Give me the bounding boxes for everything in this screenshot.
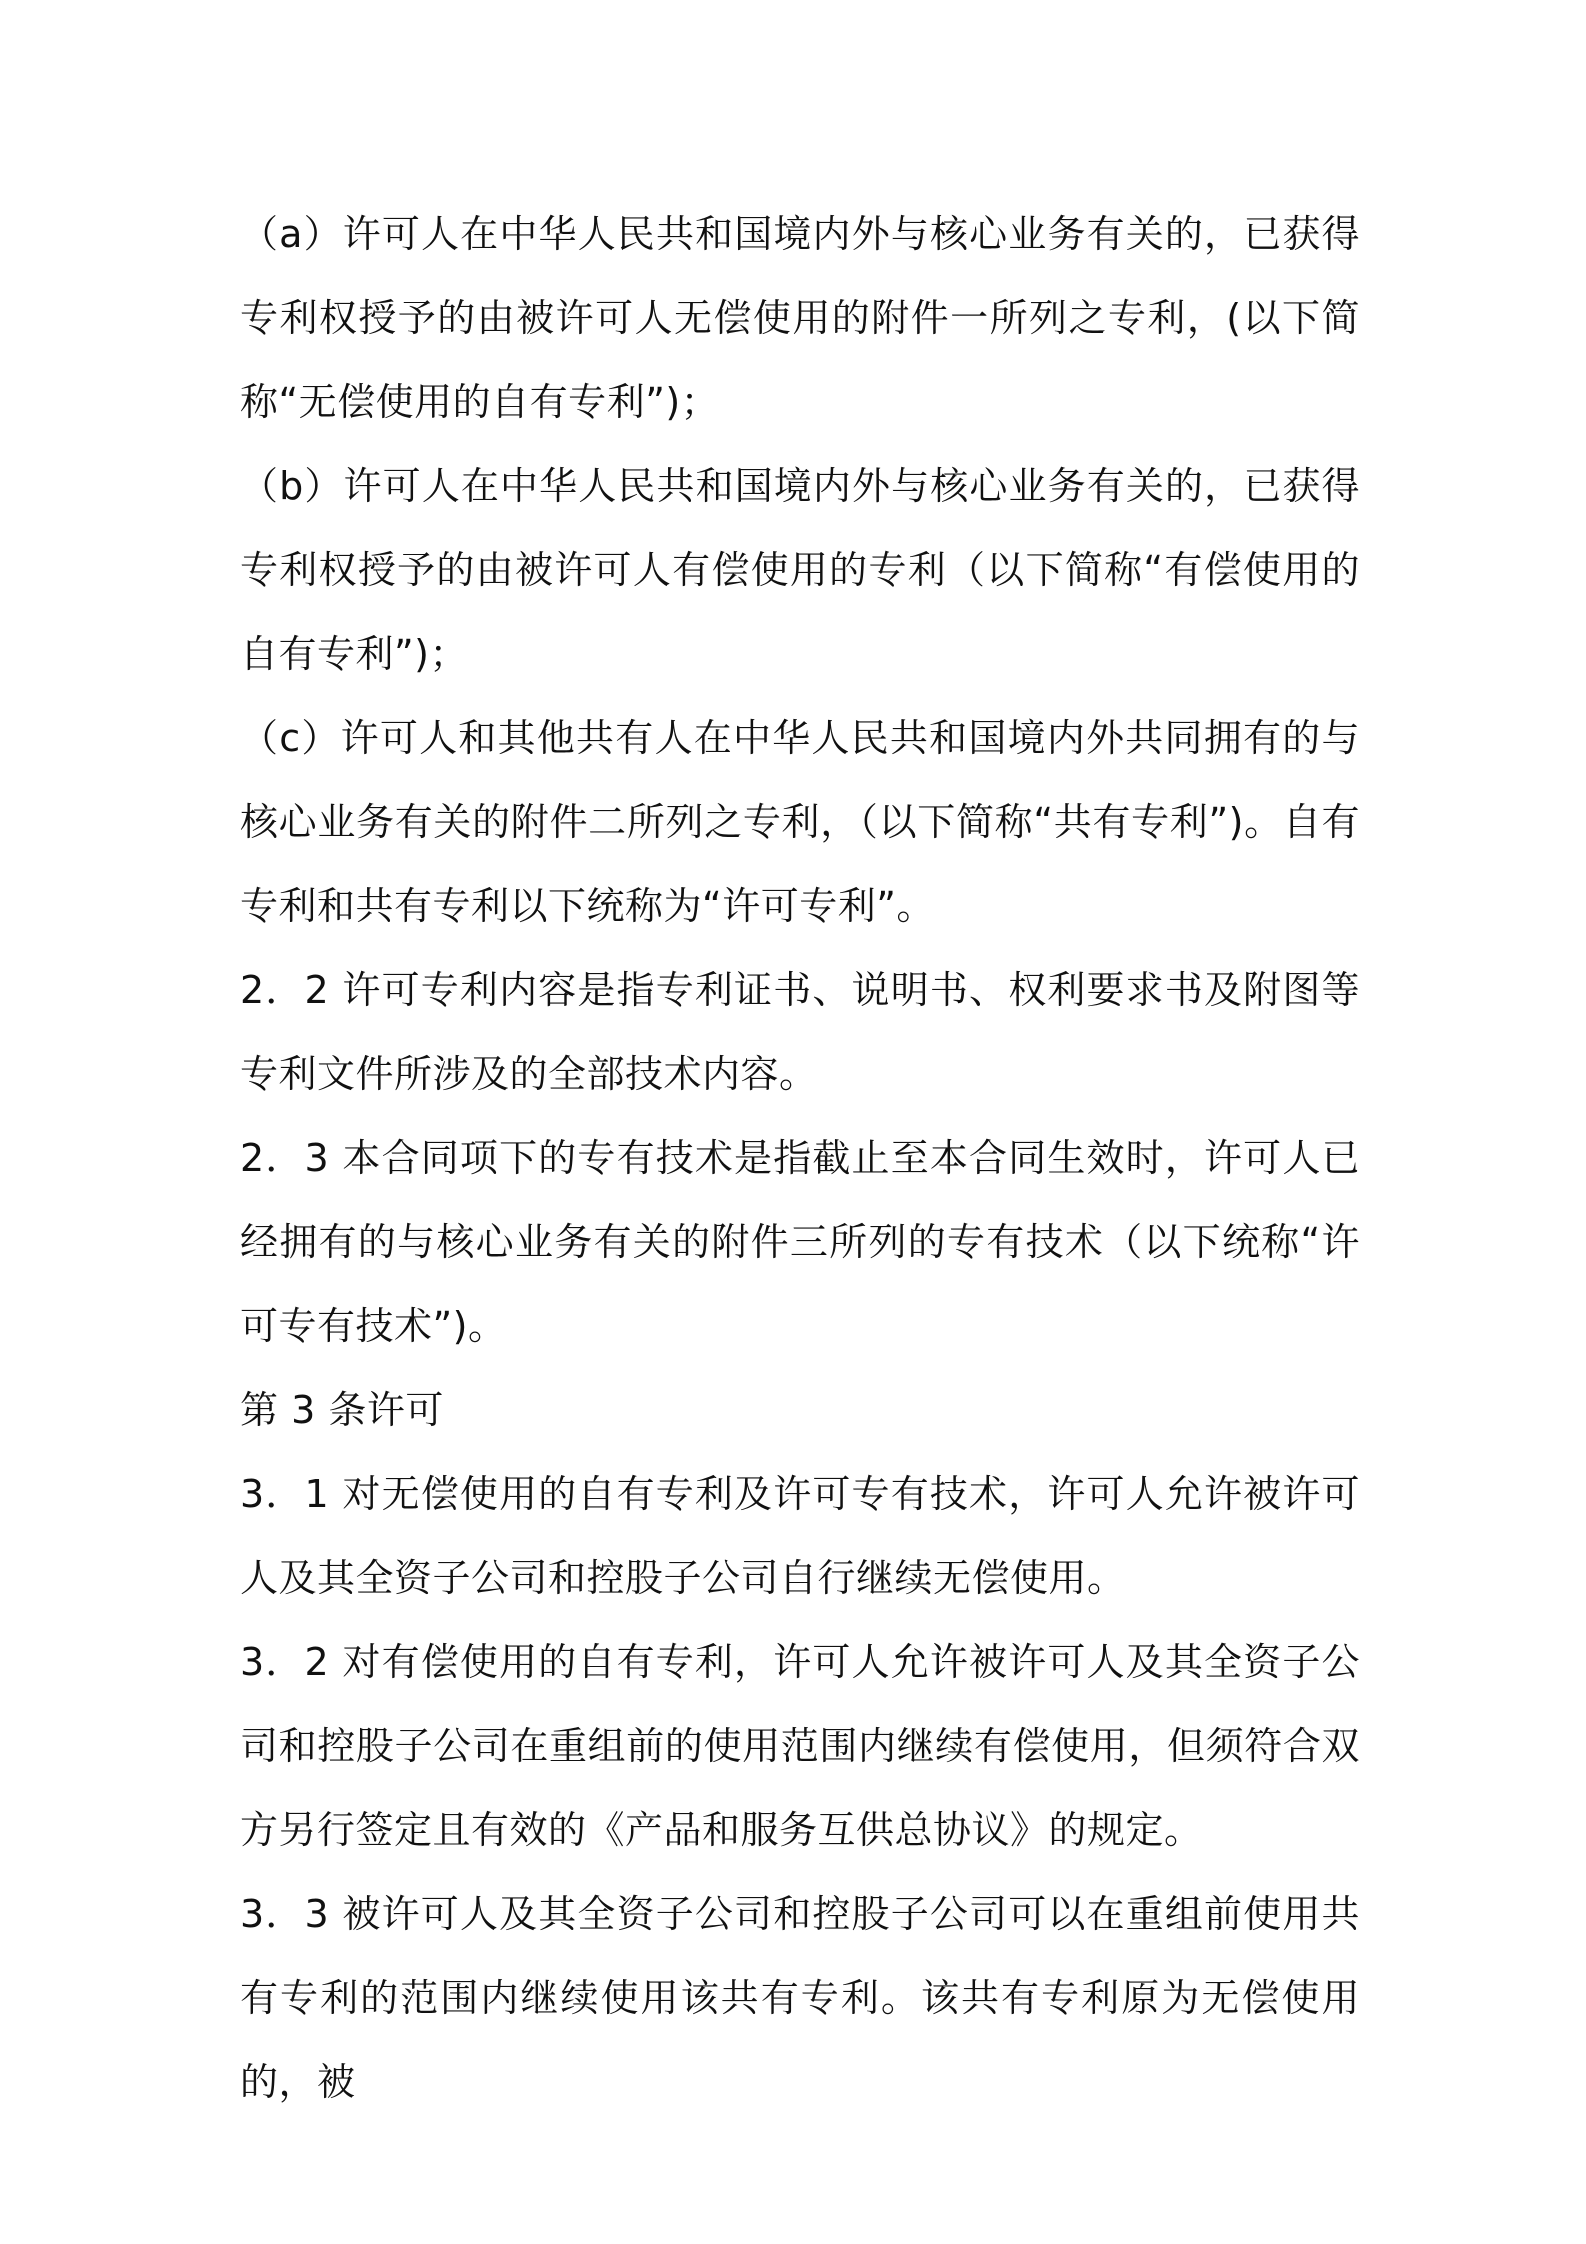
paragraph-3-3: 3．3 被许可人及其全资子公司和控股子公司可以在重组前使用共有专利的范围内继续使用该共有专利。该共有专利原为无偿使用的，被 bbox=[240, 1892, 1360, 2104]
paragraph-2-1-a: （a）许可人在中华人民共和国境内外与核心业务有关的，已获得专利权授予的由被许可人无偿使用的附件一所列之专利，(以下简称“无偿使用的自有专利”)； bbox=[240, 212, 1360, 424]
paragraph-2-3: 2．3 本合同项下的专有技术是指截止至本合同生效时，许可人已经拥有的与核心业务有关的附件三所列的专有技术（以下统称“许可专有技术”)。 bbox=[240, 1136, 1360, 1348]
section-heading-3: 第 3 条许可 bbox=[240, 1388, 444, 1432]
paragraph-2-1-c: （c）许可人和其他共有人在中华人民共和国境内外共同拥有的与核心业务有关的附件二所列之专利，（以下简称“共有专利”)。自有专利和共有专利以下统称为“许可专利”。 bbox=[240, 716, 1360, 928]
paragraph-3-1: 3．1 对无偿使用的自有专利及许可专有技术，许可人允许被许可人及其全资子公司和控股子公司自行继续无偿使用。 bbox=[240, 1472, 1360, 1600]
paragraph-3-2: 3．2 对有偿使用的自有专利，许可人允许被许可人及其全资子公司和控股子公司在重组前的使用范围内继续有偿使用，但须符合双方另行签定且有效的《产品和服务互供总协议》的规定。 bbox=[240, 1640, 1360, 1852]
paragraph-2-1-b: （b）许可人在中华人民共和国境内外与核心业务有关的，已获得专利权授予的由被许可人有偿使用的专利（以下简称“有偿使用的自有专利”)； bbox=[240, 464, 1360, 676]
paragraph-2-2: 2．2 许可专利内容是指专利证书、说明书、权利要求书及附图等专利文件所涉及的全部技术内容。 bbox=[240, 968, 1360, 1096]
document-body bbox=[240, 192, 1360, 2124]
